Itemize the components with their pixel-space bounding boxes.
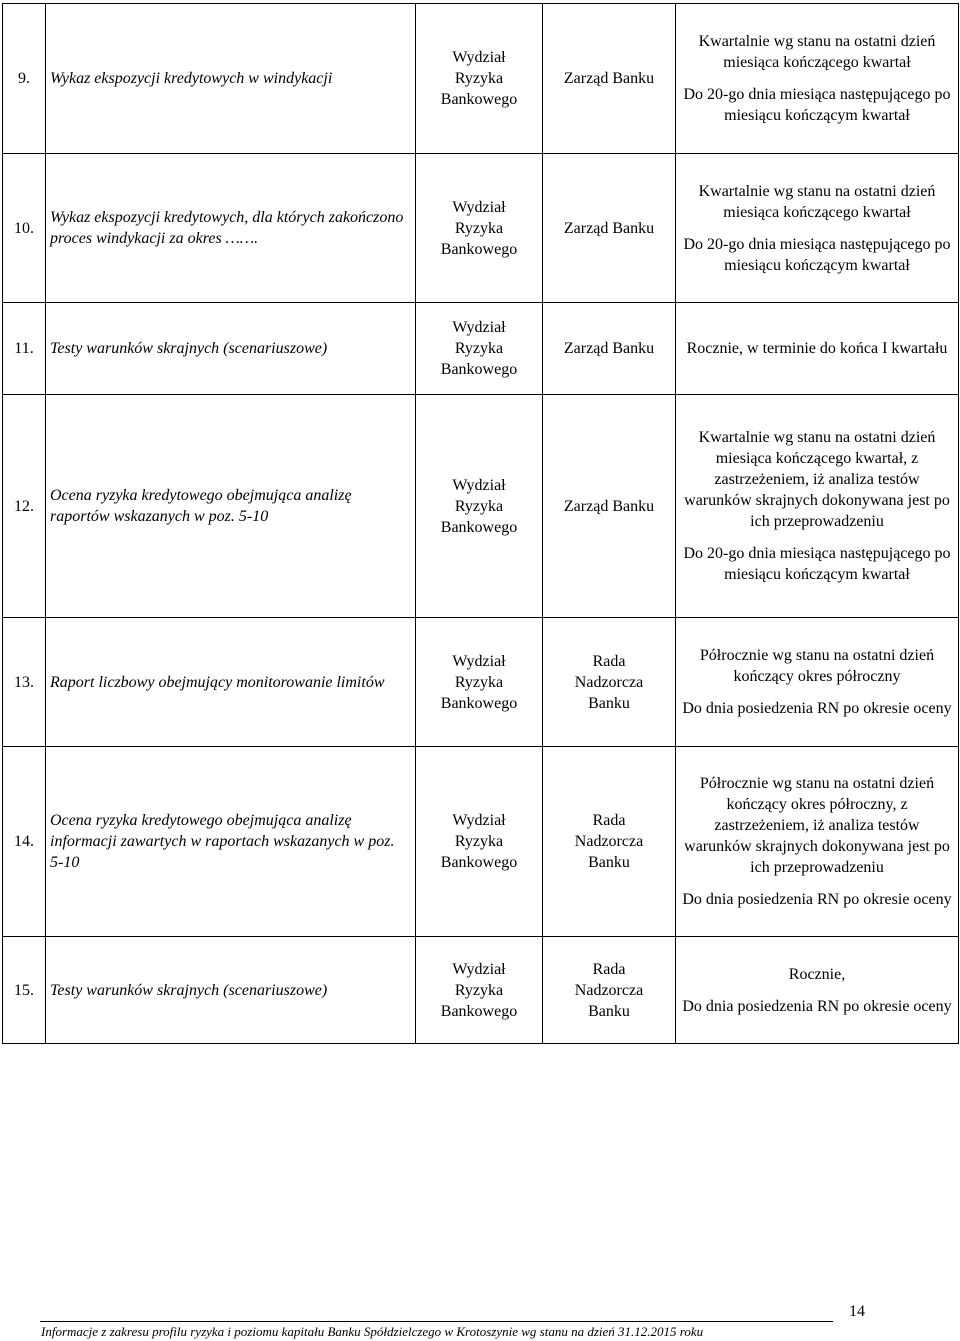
- report-name: Testy warunków skrajnych (scenariuszowe): [46, 303, 416, 395]
- responsible-unit: Wydział Ryzyka Bankowego: [416, 395, 543, 618]
- report-frequency: Półrocznie wg stanu na ostatni dzień kończący okres półroczny Do dnia posiedzenia RN po okresie oceny: [676, 618, 959, 747]
- report-name: Ocena ryzyka kredytowego obejmująca analizę informacji zawartych w raportach wskazanych w poz. 5-10: [46, 747, 416, 937]
- table-row: [3, 395, 959, 618]
- report-frequency: Kwartalnie wg stanu na ostatni dzień miesiąca kończącego kwartał Do 20-go dnia miesiąca następującego po miesiącu kończącym kwartał: [676, 4, 959, 154]
- report-recipient: Rada Nadzorcza Banku: [543, 937, 676, 1044]
- report-name: Testy warunków skrajnych (scenariuszowe): [46, 937, 416, 1044]
- report-recipient: Zarząd Banku: [543, 4, 676, 154]
- report-name: Ocena ryzyka kredytowego obejmująca analizę raportów wskazanych w poz. 5-10: [46, 395, 416, 618]
- report-recipient: Zarząd Banku: [543, 395, 676, 618]
- reporting-table: [2, 3, 959, 1044]
- footer-text: Informacje z zakresu profilu ryzyka i poziomu kapitału Banku Spółdzielczego w Krotoszynie wg stanu na dzień 31.12.2015 roku: [41, 1324, 704, 1339]
- table-row: [3, 303, 959, 395]
- row-number: 9.: [3, 4, 46, 154]
- report-recipient: Zarząd Banku: [543, 303, 676, 395]
- row-number: 11.: [3, 303, 46, 395]
- row-number: 13.: [3, 618, 46, 747]
- report-frequency: Kwartalnie wg stanu na ostatni dzień miesiąca kończącego kwartał Do 20-go dnia miesiąca następującego po miesiącu kończącym kwartał: [676, 154, 959, 303]
- table-row: [3, 618, 959, 747]
- report-recipient: Rada Nadzorcza Banku: [543, 747, 676, 937]
- report-recipient: Zarząd Banku: [543, 154, 676, 303]
- footer-divider: [40, 1321, 833, 1322]
- report-frequency: Rocznie, w terminie do końca I kwartału: [676, 303, 959, 395]
- row-number: 12.: [3, 395, 46, 618]
- table-row: [3, 937, 959, 1044]
- responsible-unit: Wydział Ryzyka Bankowego: [416, 747, 543, 937]
- report-name: Raport liczbowy obejmujący monitorowanie limitów: [46, 618, 416, 747]
- responsible-unit: Wydział Ryzyka Bankowego: [416, 618, 543, 747]
- table-row: [3, 4, 959, 154]
- responsible-unit: Wydział Ryzyka Bankowego: [416, 154, 543, 303]
- report-name: Wykaz ekspozycji kredytowych w windykacji: [46, 4, 416, 154]
- responsible-unit: Wydział Ryzyka Bankowego: [416, 4, 543, 154]
- table-row: [3, 154, 959, 303]
- report-frequency: Rocznie, Do dnia posiedzenia RN po okresie oceny: [676, 937, 959, 1044]
- report-name: Wykaz ekspozycji kredytowych, dla których zakończono proces windykacji za okres …….: [46, 154, 416, 303]
- row-number: 14.: [3, 747, 46, 937]
- row-number: 15.: [3, 937, 46, 1044]
- responsible-unit: Wydział Ryzyka Bankowego: [416, 937, 543, 1044]
- page-number: 14: [849, 1303, 865, 1320]
- row-number: 10.: [3, 154, 46, 303]
- report-recipient: Rada Nadzorcza Banku: [543, 618, 676, 747]
- report-frequency: Kwartalnie wg stanu na ostatni dzień miesiąca kończącego kwartał, z zastrzeżeniem, iż analiza testów warunków skrajnych dokonywana jest po ich przeprowadzeniu Do 20-go dnia miesiąca następującego po miesiącu kończącym kwartał: [676, 395, 959, 618]
- report-frequency: Półrocznie wg stanu na ostatni dzień kończący okres półroczny, z zastrzeżeniem, iż analiza testów warunków skrajnych dokonywana jest po ich przeprowadzeniu Do dnia posiedzenia RN po okresie oceny: [676, 747, 959, 937]
- responsible-unit: Wydział Ryzyka Bankowego: [416, 303, 543, 395]
- table-row: [3, 747, 959, 937]
